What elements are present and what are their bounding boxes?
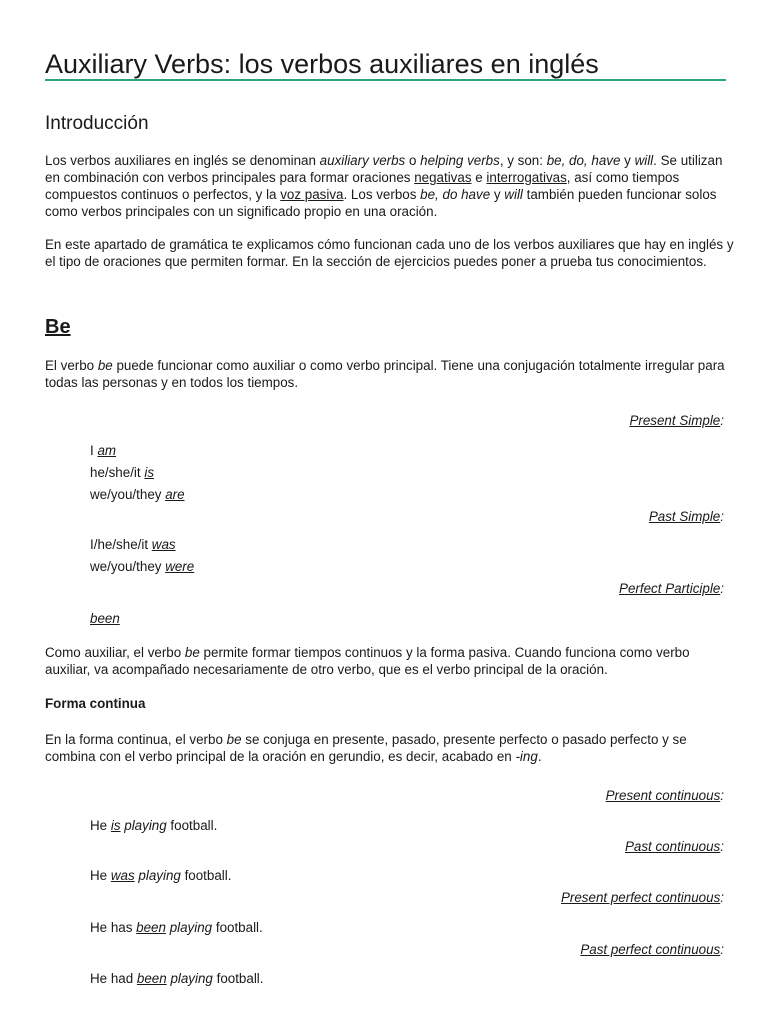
title-underline-rule	[45, 79, 726, 81]
label-present-simple: Present Simple:	[629, 413, 724, 428]
conjugation-row: we/you/they were	[90, 559, 195, 574]
participle-been: been	[90, 611, 120, 626]
intro-heading: Introducción	[45, 113, 149, 134]
page-title: Auxiliary Verbs: los verbos auxiliares en inglés	[45, 49, 599, 79]
continuous-heading: Forma continua	[45, 696, 146, 711]
example-sentence: He had been playing football.	[90, 971, 264, 986]
label-past-simple: Past Simple:	[648, 509, 724, 524]
example-sentence: He has been playing football.	[90, 920, 263, 935]
label-perfect-participle: Perfect Participle:	[619, 581, 724, 596]
conjugation-row: I/he/she/it was	[90, 537, 176, 552]
conjugation-row: we/you/they are	[90, 487, 185, 502]
be-paragraph-1: El verbo be puede funcionar como auxiliar o como verbo principal. Tiene una conjugación totalmente irregular para todas las personas y en todos los tiempos.	[45, 358, 725, 390]
label-present-perfect-continuous: Present perfect continuous:	[560, 890, 724, 905]
label-past-perfect-continuous: Past perfect continuous:	[580, 942, 724, 957]
continuous-paragraph: En la forma continua, el verbo be se conjuga en presente, pasado, presente perfecto o pasado perfecto y se combina con el verbo principal de la oración en gerundio, es decir, acabado en -ing.	[45, 732, 687, 764]
conjugation-row: I am	[90, 443, 117, 458]
label-present-continuous: Present continuous:	[605, 788, 724, 803]
example-sentence: He is playing football.	[90, 818, 218, 833]
intro-paragraph-1: Los verbos auxiliares en inglés se denominan auxiliary verbs o helping verbs, y son: be, do, have y will. Se utilizan en combinación con verbos principales para formar oraciones negativas e interrogativas, así como tiempos compuestos continuos o perfectos, y la voz pasiva. Los verbos be, do have y will también pueden funcionar solos como verbos principales con un significado propio en una oración.	[45, 153, 723, 219]
example-sentence: He was playing football.	[90, 868, 232, 883]
conjugation-row: he/she/it is	[90, 465, 155, 480]
intro-paragraph-2: En este apartado de gramática te explicamos cómo funcionan cada uno de los verbos auxiliares que hay en inglés y el tipo de oraciones que permiten formar. En la sección de ejercicios puedes poner a prueba tus conocimientos.	[45, 237, 734, 269]
be-paragraph-2: Como auxiliar, el verbo be permite formar tiempos continuos y la forma pasiva. Cuando funciona como verbo auxiliar, va acompañado necesariamente de otro verbo, que es el verbo principal de la oración.	[45, 645, 690, 677]
label-past-continuous: Past continuous:	[624, 839, 724, 854]
be-section-heading: Be	[45, 316, 71, 338]
